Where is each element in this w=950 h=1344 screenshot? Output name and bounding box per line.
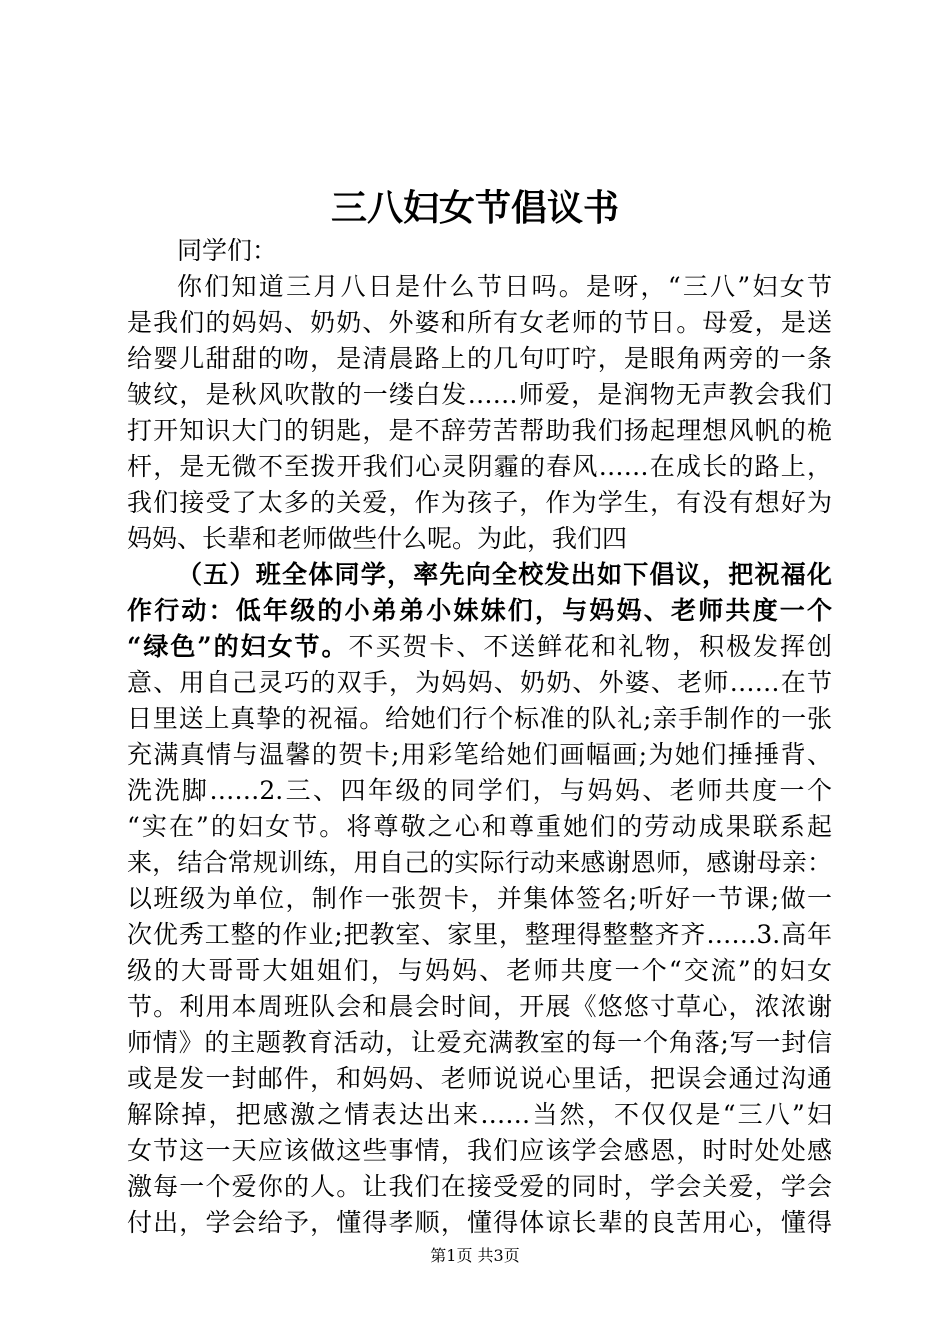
paragraph-line: 节。利用本周班队会和晨会时间，开展《悠悠寸草心，浓浓谢 bbox=[127, 992, 832, 1021]
paragraph-line: 皱纹，是秋风吹散的一缕白发……师爱，是润物无声教会我们 bbox=[127, 380, 832, 409]
paragraph-line: 妈妈、长辈和老师做些什么呢。为此，我们四 bbox=[127, 524, 628, 553]
bold-paragraph-line: （五）班全体同学，率先向全校发出如下倡议，把祝福化 bbox=[177, 560, 832, 589]
paragraph-line: 级的大哥哥大姐姐们，与妈妈、老师共度一个“交流”的妇女 bbox=[127, 956, 832, 985]
mixed-paragraph-line bbox=[127, 629, 832, 665]
page-title: 三八妇女节倡议书 bbox=[330, 187, 619, 229]
paragraph-line: 日里送上真挚的祝福。给她们行个标准的队礼;亲手制作的一张 bbox=[127, 704, 832, 733]
paragraph-line: 来，结合常规训练，用自己的实际行动来感谢恩师，感谢母亲： bbox=[127, 848, 832, 877]
bold-paragraph-line: 作行动：低年级的小弟弟小妹妹们，与妈妈、老师共度一个 bbox=[127, 596, 832, 625]
paragraph-line: 师情》的主题教育活动，让爱充满教室的每一个角落;写一封信 bbox=[127, 1028, 832, 1057]
paragraph-line: “实在”的妇女节。将尊敬之心和尊重她们的劳动成果联系起 bbox=[127, 812, 832, 841]
paragraph-line: 打开知识大门的钥匙，是不辞劳苦帮助我们扬起理想风帆的桅 bbox=[127, 416, 832, 445]
salutation: 同学们： bbox=[177, 236, 278, 265]
paragraph-line: 解除掉，把感激之情表达出来……当然，不仅仅是“三八”妇 bbox=[127, 1100, 832, 1129]
paragraph-line: 女节这一天应该做这些事情，我们应该学会感恩，时时处处感 bbox=[127, 1136, 832, 1165]
paragraph-line: 给婴儿甜甜的吻，是清晨路上的几句叮咛，是眼角两旁的一条 bbox=[127, 344, 832, 373]
paragraph-line: 以班级为单位，制作一张贺卡，并集体签名;听好一节课;做一 bbox=[127, 884, 832, 913]
paragraph-line: 是我们的妈妈、奶奶、外婆和所有女老师的节日。母爱，是送 bbox=[127, 308, 832, 337]
paragraph-line: 杆，是无微不至拨开我们心灵阴霾的春风……在成长的路上， bbox=[127, 452, 832, 481]
paragraph-line: 我们接受了太多的关爱，作为孩子，作为学生，有没有想好为 bbox=[127, 488, 832, 517]
paragraph-line: 次优秀工整的作业;把教室、家里，整理得整整齐齐……3.高年 bbox=[127, 920, 832, 949]
paragraph-line: 洗洗脚……2.三、四年级的同学们，与妈妈、老师共度一个 bbox=[127, 776, 832, 805]
paragraph-line: 付出，学会给予，懂得孝顺，懂得体谅长辈的良苦用心，懂得 bbox=[127, 1208, 832, 1237]
paragraph-line: 意、用自己灵巧的双手，为妈妈、奶奶、外婆、老师……在节 bbox=[127, 668, 832, 697]
paragraph-line: 充满真情与温馨的贺卡;用彩笔给她们画幅画;为她们捶捶背、 bbox=[127, 740, 832, 769]
page-number: 第1页 共3页 bbox=[430, 1246, 520, 1265]
paragraph-line: 你们知道三月八日是什么节日吗。是呀，“三八”妇女节 bbox=[177, 272, 832, 301]
paragraph-line: 或是发一封邮件，和妈妈、老师说说心里话，把误会通过沟通 bbox=[127, 1064, 832, 1093]
bold-text: “绿色”的妇女节。 bbox=[127, 632, 349, 661]
regular-text: 不买贺卡、不送鲜花和礼物，积极发挥创 bbox=[348, 632, 832, 661]
paragraph-line: 激每一个爱你的人。让我们在接受爱的同时，学会关爱，学会 bbox=[127, 1172, 832, 1201]
